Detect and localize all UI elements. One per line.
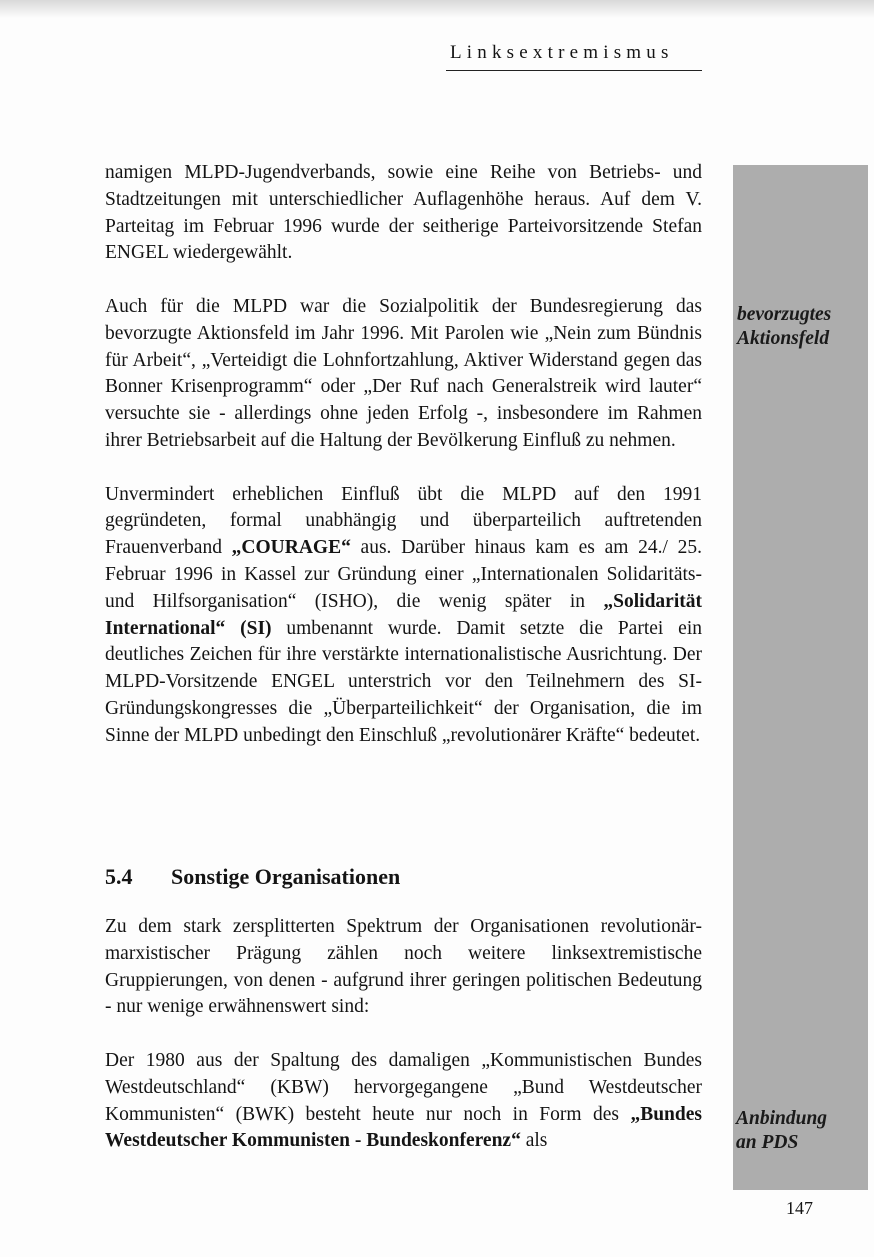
page-number: 147 (786, 1198, 813, 1218)
section-heading (105, 864, 400, 890)
text-run: umbenannt wurde. Damit setzte die Partei ein deutliches Zeichen für ihre verstärkte internationalistische Ausrichtung. Der MLPD-Vorsitzende ENGEL unterstrich vor den Teilnehmern des SI-Gründungskongresses die „Überparteilichkeit“ der Organisation, die im Sinne der MLPD unbedingt den Einschluß „revolutionärer Kräfte“ bedeutet. (105, 617, 702, 746)
body-text-section (105, 914, 702, 1155)
body-text (105, 160, 702, 750)
section-title: Sonstige Organisationen (171, 864, 401, 889)
section-number: 5.4 (105, 864, 133, 889)
running-header: Linksextremismus (450, 42, 674, 63)
paragraph: namigen MLPD-Jugendverbands, sowie eine Reihe von Betriebs- und Stadtzeitungen mit unterschiedlicher Auflagenhöhe heraus. Auf dem V. Parteitag im Februar 1996 wurde der seitherige Parteivorsitzende Stefan ENGEL wiedergewählt. (105, 162, 702, 264)
scan-top-shadow (0, 0, 874, 18)
margin-note-line: bevorzugtes (737, 304, 832, 325)
margin-note-aktionsfeld (737, 303, 831, 351)
margin-note-line: an PDS (736, 1132, 799, 1153)
paragraph: Auch für die MLPD war die Sozialpolitik der Bundesregierung das bevorzugte Aktionsfeld im Jahr 1996. Mit Parolen wie „Nein zum Bündnis für Arbeit“, „Verteidigt die Lohnfortzahlung, Aktiver Widerstand gegen das Bonner Krisenprogramm“ oder „Der Ruf nach Generalstreik wird lauter“ versuchte sie - allerdings ohne jeden Erfolg -, insbesondere im Rahmen ihrer Betriebsarbeit auf die Haltung der Bevölkerung Einfluß zu nehmen. (105, 295, 702, 451)
text-run: Unvermindert erheblichen Einfluß übt die MLPD auf den 1991 gegründeten, formal unabhängig und überparteilich auftretenden Frauenverband (105, 483, 702, 559)
paragraph (105, 1048, 702, 1155)
paragraph: Zu dem stark zersplitterten Spektrum der Organisationen revolutionär-marxistischer Prägung zählen noch weitere linksextremistische Gruppierungen, von denen - aufgrund ihrer geringen politischen Bedeutung - nur wenige erwähnenswert sind: (105, 916, 702, 1018)
text-run: aus. Darüber hinaus kam es am 24./ 25. Februar 1996 in Kassel zur Gründung einer „Internationalen Solidaritäts- und Hilfsorganisation“ (ISHO), die wenig später in (105, 537, 703, 612)
paragraph (105, 482, 702, 750)
bold-term: „Bundes Westdeutscher Kommunisten - Bundeskonferenz“ (105, 1103, 702, 1152)
header-rule (446, 70, 702, 71)
text-run: als (520, 1130, 548, 1152)
margin-note-line: Aktionsfeld (737, 328, 830, 349)
text-run: Der 1980 aus der Spaltung des damaligen „Kommunistischen Bundes Westdeutschland“ (KBW) hervorgegangene „Bund Westdeutscher Kommunisten“ (BWK) besteht heute nur noch in Form des (105, 1049, 702, 1125)
margin-note-line: Anbindung (736, 1108, 828, 1129)
margin-note-pds (736, 1107, 827, 1155)
bold-term: „Solidarität International“ (SI) (105, 590, 702, 639)
bold-term: „COURAGE“ (231, 537, 351, 559)
